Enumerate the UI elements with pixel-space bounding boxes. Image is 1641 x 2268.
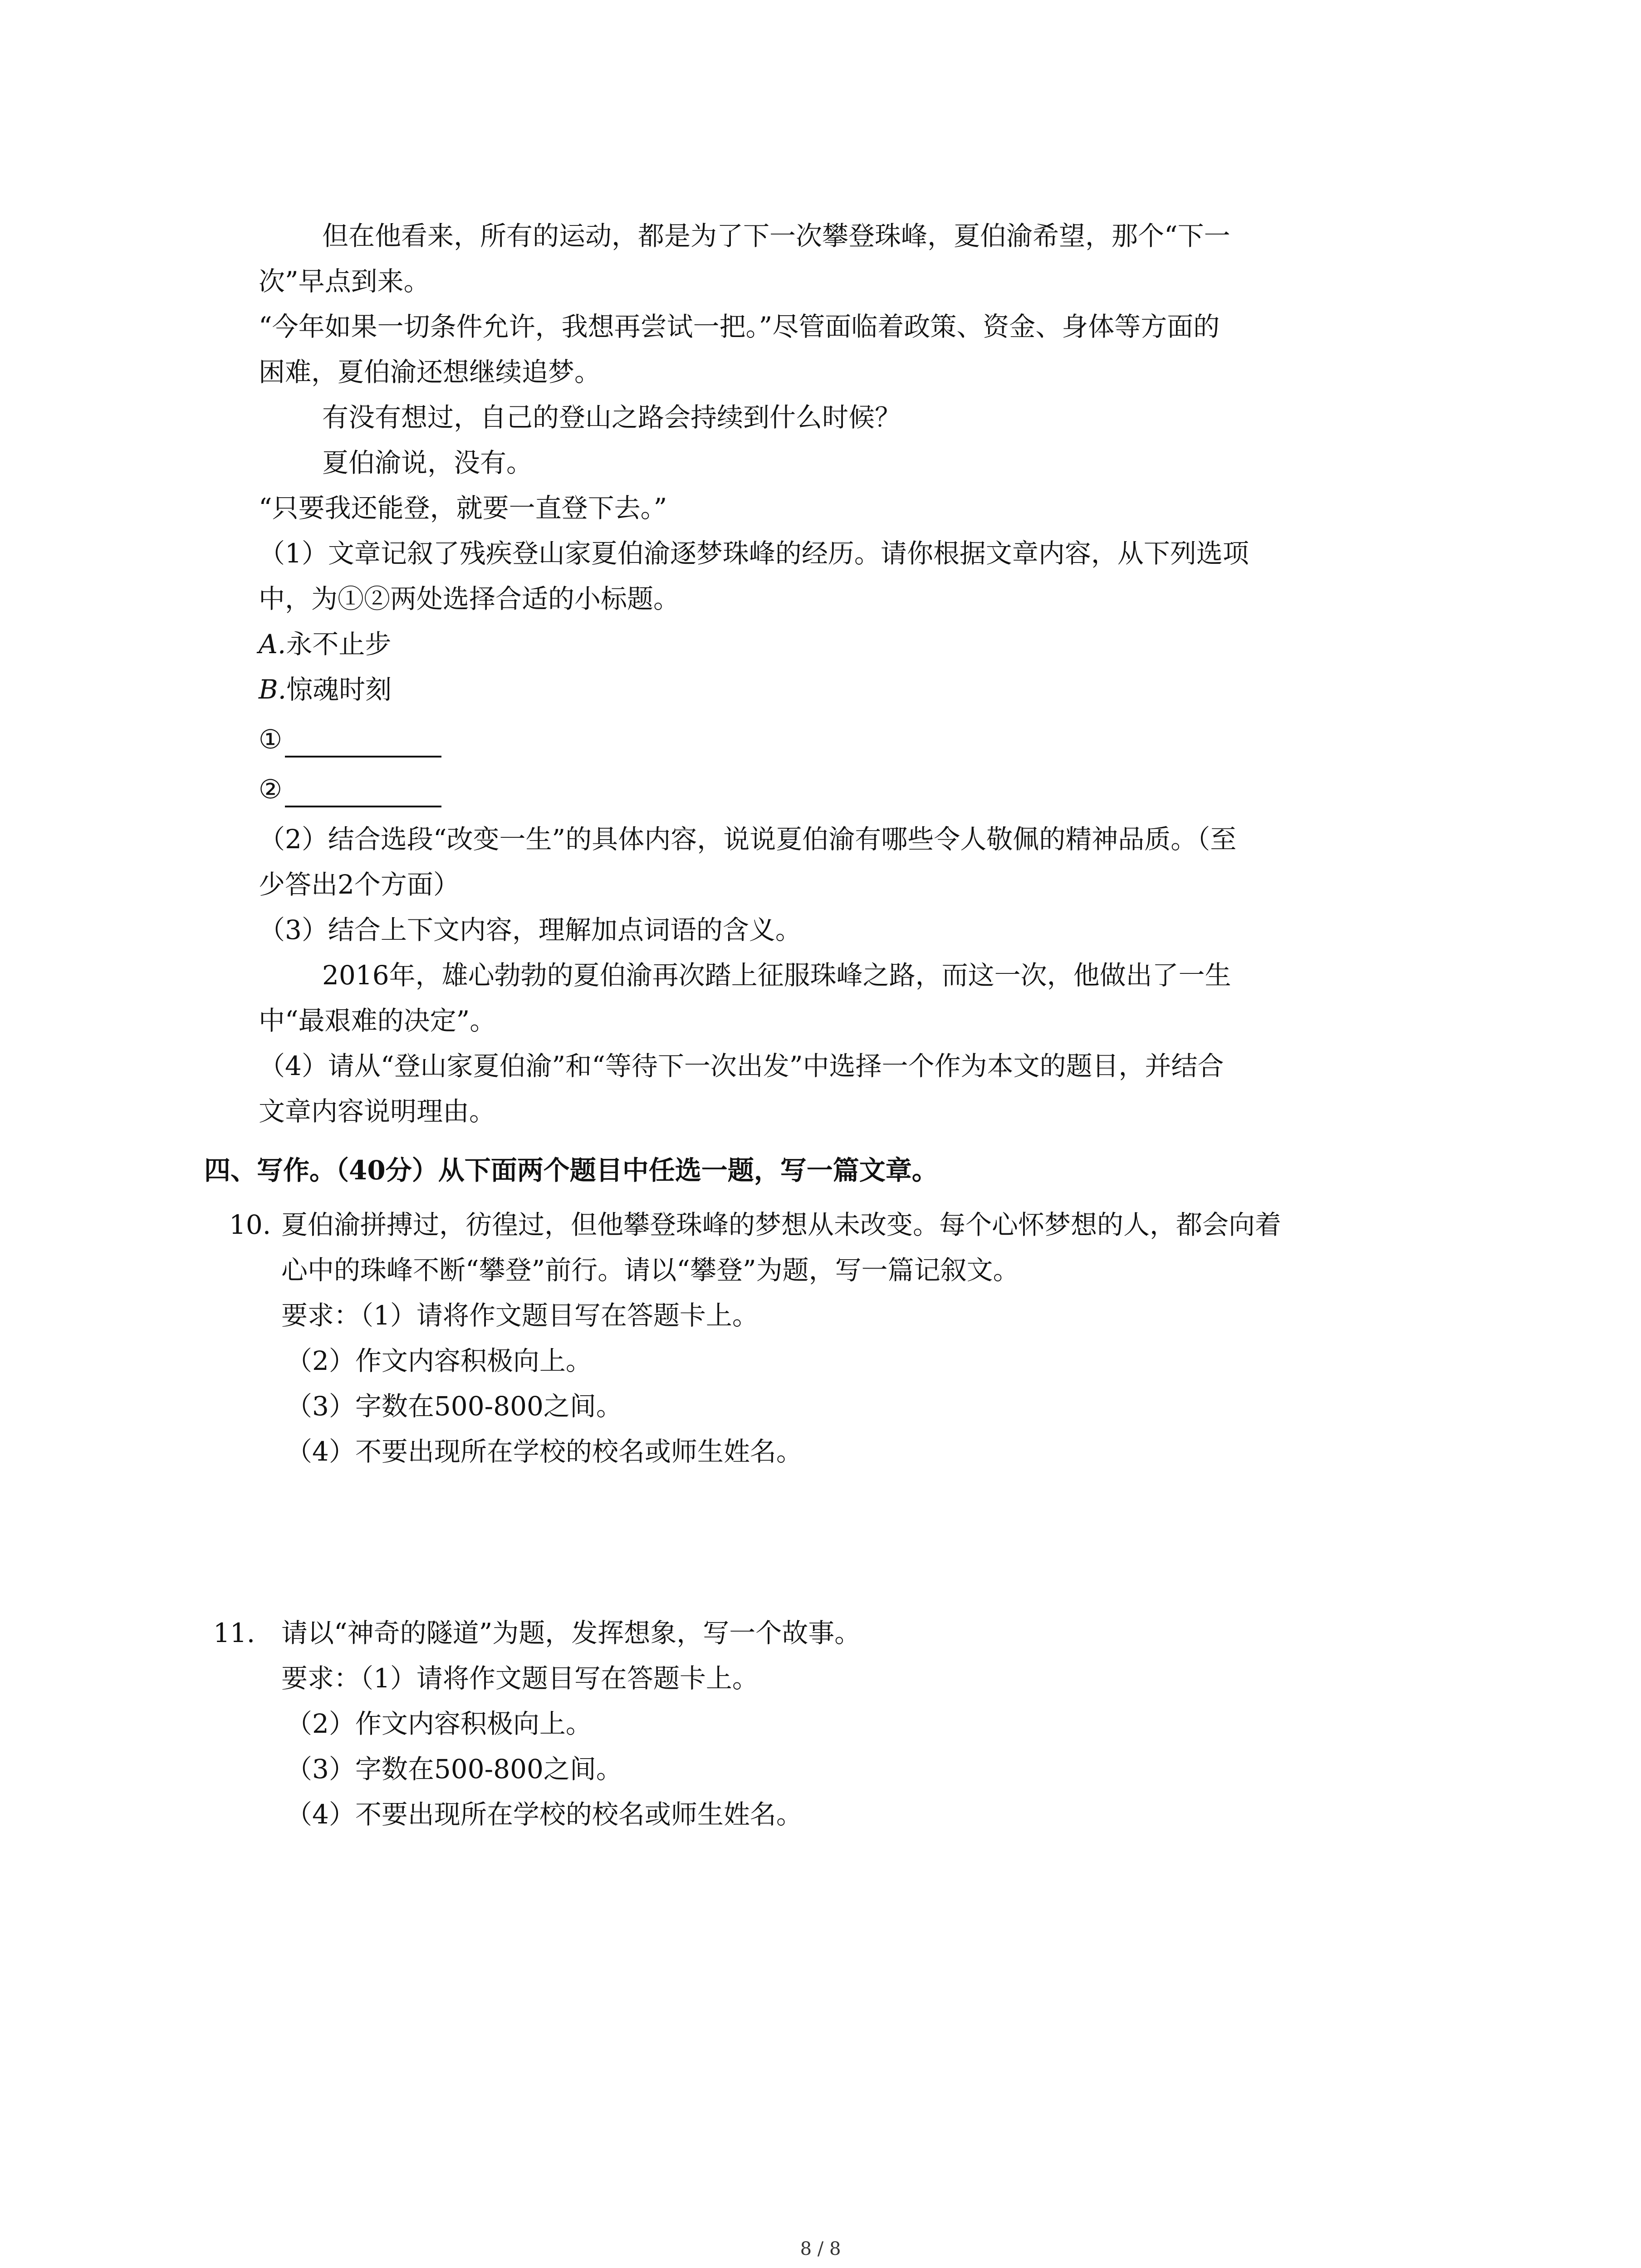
answer-blank-1-line[interactable] xyxy=(285,728,441,758)
option-a xyxy=(259,626,391,662)
writing-section-title: 四、写作。（40分）从下面两个题目中任选一题，写一篇文章。 xyxy=(204,1155,938,1186)
question-10-requirement-2: （2）作文内容积极向上。 xyxy=(286,1345,592,1376)
question-2-line-b: 少答出2个方面） xyxy=(259,869,460,900)
question-10-requirement-1: 要求：（1）请将作文题目写在答题卡上。 xyxy=(281,1300,759,1331)
question-3-quote-a: 2016年，雄心勃勃的夏伯渝再次踏上征服珠峰之路，而这一次，他做出了一生 xyxy=(322,960,1231,991)
question-4-line-a: （4）请从“登山家夏伯渝”和“等待下一次出发”中选择一个作为本文的题目，并结合 xyxy=(259,1051,1224,1081)
question-3: （3）结合上下文内容，理解加点词语的含义。 xyxy=(259,914,802,945)
page-number: 8 / 8 xyxy=(800,2239,841,2259)
question-10-requirement-3: （3）字数在500-800之间。 xyxy=(286,1391,622,1422)
question-1-line-a: （1）文章记叙了残疾登山家夏伯渝逐梦珠峰的经历。请你根据文章内容，从下列选项 xyxy=(259,538,1249,569)
reading-paragraph-3: 有没有想过，自己的登山之路会持续到什么时候？ xyxy=(322,402,901,433)
answer-blank-2-label: ② xyxy=(259,774,282,805)
question-3-quote-b: 中“最艰难的决定”。 xyxy=(259,1005,496,1036)
reading-paragraph-1a: 但在他看来，所有的运动，都是为了下一次攀登珠峰，夏伯渝希望，那个“下一 xyxy=(322,220,1230,251)
question-1-line-b: 中，为①②两处选择合适的小标题。 xyxy=(259,583,680,614)
answer-blank-1-label: ① xyxy=(259,724,282,755)
reading-paragraph-1b: 次”早点到来。 xyxy=(259,266,430,297)
reading-paragraph-5: “只要我还能登，就要一直登下去。” xyxy=(259,493,667,523)
answer-blank-2 xyxy=(259,771,441,807)
answer-blank-1 xyxy=(259,721,441,758)
option-b-text: 惊魂时刻 xyxy=(286,674,392,705)
question-2-line-a: （2）结合选段“改变一生”的具体内容，说说夏伯渝有哪些令人敬佩的精神品质。（至 xyxy=(259,824,1237,855)
question-11-requirement-4: （4）不要出现所在学校的校名或师生姓名。 xyxy=(286,1799,803,1830)
reading-paragraph-2b: 困难，夏伯渝还想继续追梦。 xyxy=(259,357,601,387)
question-10-requirement-4: （4）不要出现所在学校的校名或师生姓名。 xyxy=(286,1436,803,1467)
question-11-requirement-3: （3）字数在500-800之间。 xyxy=(286,1754,622,1784)
question-4-line-b: 文章内容说明理由。 xyxy=(259,1096,496,1127)
option-b xyxy=(259,671,392,708)
option-a-text: 永不止步 xyxy=(286,629,392,660)
reading-paragraph-2a: “今年如果一切条件允许，我想再尝试一把。”尽管面临着政策、资金、身体等方面的 xyxy=(259,311,1220,342)
question-11-number: 11. xyxy=(213,1618,255,1648)
question-10-number: 10. xyxy=(229,1209,271,1240)
question-11-line-a: 请以“神奇的隧道”为题，发挥想象，写一个故事。 xyxy=(281,1618,861,1648)
question-11-requirement-2: （2）作文内容积极向上。 xyxy=(286,1708,592,1739)
question-11-requirement-1: 要求：（1）请将作文题目写在答题卡上。 xyxy=(281,1663,759,1694)
question-10-line-b: 心中的珠峰不断“攀登”前行。请以“攀登”为题，写一篇记叙文。 xyxy=(281,1255,1019,1286)
option-b-letter: B. xyxy=(259,674,287,705)
reading-paragraph-4: 夏伯渝说，没有。 xyxy=(322,447,533,478)
option-a-letter: A. xyxy=(259,629,286,660)
question-10-line-a: 夏伯渝拼搏过，彷徨过，但他攀登珠峰的梦想从未改变。每个心怀梦想的人，都会向着 xyxy=(281,1209,1282,1240)
answer-blank-2-line[interactable] xyxy=(285,778,441,807)
